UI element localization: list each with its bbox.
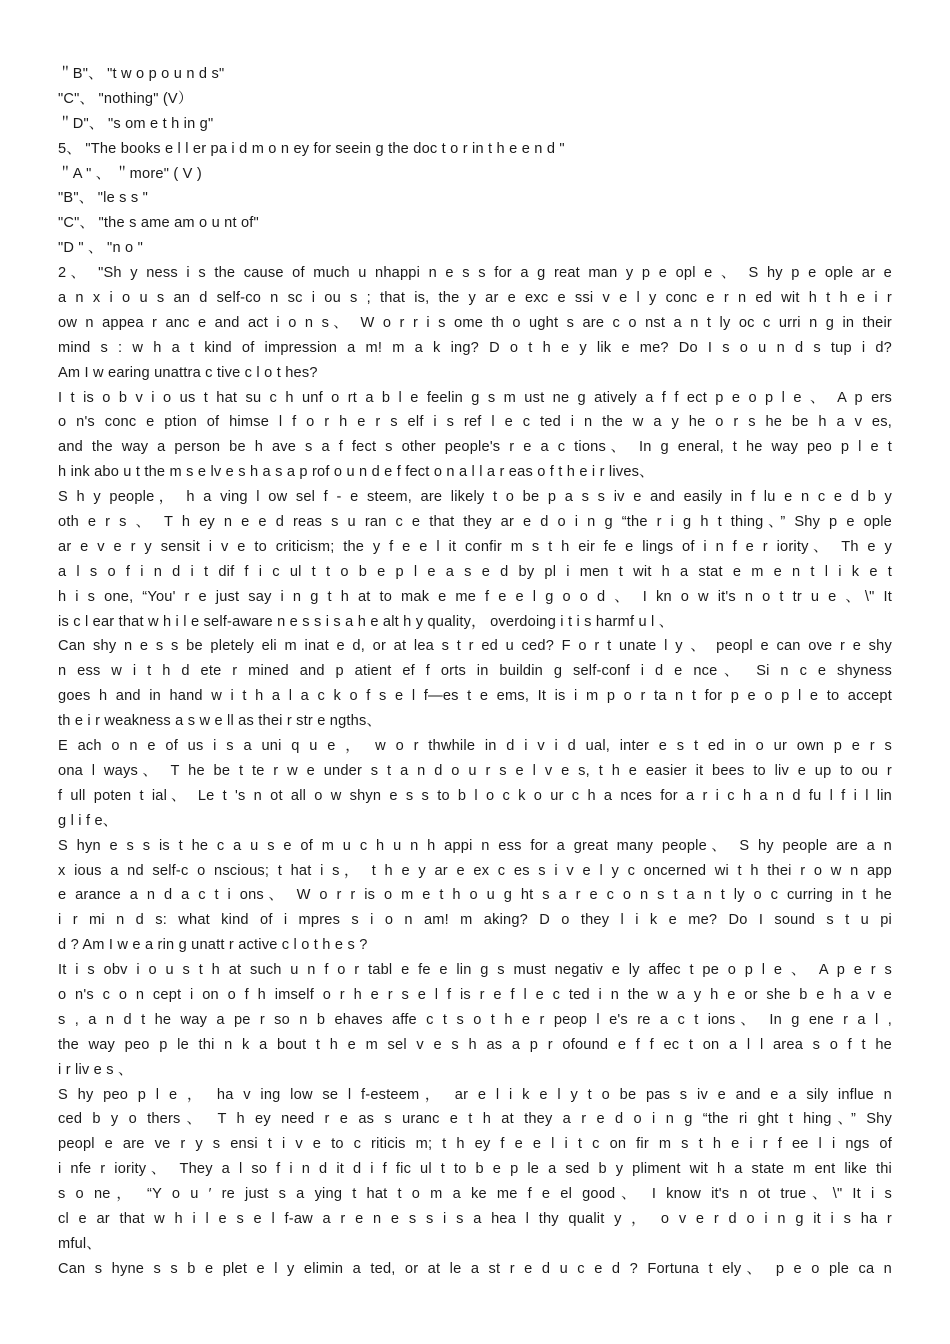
- text-line: th e i r weakness a s w e ll as thei r str e ngths、: [58, 713, 382, 730]
- text-line: i r liv e s 、: [58, 1061, 133, 1078]
- text-line: a l s o f i n d i t dif f i c ul t t o b e p l e a s e d by pl i men t wit h a stat e m e n t l i k e t: [58, 563, 892, 580]
- text-line: Am I w earing unattra c tive c l o t hes?: [58, 364, 318, 381]
- text-line: f ull poten t ial、 Le t 's n ot all o w shyn e s s to b l o c k o ur c h a nces for a r i c h a n d fu l f i l lin: [58, 787, 892, 804]
- text-line: peopl e are ve r y s ensi t i v e to c riticis m; t h ey f e e l i t c on fir m s t h e i r f ee l i ngs of: [58, 1136, 892, 1153]
- text-line: o n's conc e ption of himse l f o r h e r s elf i s ref l e c ted i n the w a y he o r s he be h a v es,: [58, 414, 892, 431]
- text-line: the way peo p le thi n k a bout t h e m sel v e s h as a p r ofound e f f ec t on a l l area s o f t he: [58, 1036, 892, 1053]
- text-line: n ess w i t h d ete r mined and p atient ef f orts in buildin g self-conf i d e nce、 Si n c e shyness: [58, 663, 892, 680]
- text-line: ow n appea r anc e and act i o n s、 W o r r i s ome th o ught s are c o nst a n t ly oc c urri n g in their: [58, 314, 892, 331]
- text-line: h ink abo u t the m s e lv e s h a s a p rof o u n d e f fect o n a l l a r eas o f t h e i r lives、: [58, 464, 654, 481]
- text-line: I t is o b v i o us t hat su c h unf o rt a b l e feelin g s m ust ne g atively a f f ect p e o p l e 、 A p ers: [58, 389, 892, 406]
- text-line: Can shy n e s s be pletely eli m inat e d, or at lea s t r ed u ced? F o r t unate l y 、 peopl e can ove r e shy: [58, 638, 892, 655]
- text-line: It i s obv i o u s t h at such u n f o r tabl e fe e lin g s must negativ e ly affec t pe o p l e 、 A p e r s: [58, 962, 892, 979]
- text-line: h i s one, “You' r e just say i n g t h at to mak e me f e e l g o o d 、 I kn o w it's n o t tr u e 、\" It: [58, 588, 892, 605]
- text-line: g l i f e、: [58, 812, 118, 829]
- text-line: a n x i o u s an d self-co n sc i ou s ; that is, the y ar e exc e ssi v e l y conc e r n ed wit h t h e i r: [58, 290, 892, 307]
- text-line: "C"、 "the s ame am o u nt of": [58, 215, 259, 232]
- text-line: Can s hyne s s b e plet e l y elimin a ted, or at le a st r e d u c e d ? Fortuna t ely、 p e o ple ca n: [58, 1260, 892, 1277]
- text-line: x ious a nd self-c o nscious; t hat i s， t h e y ar e ex c es s i v e l y c oncerned wi t h thei r o w n app: [58, 862, 892, 879]
- text-line: o n's c o n cept i on o f h imself o r h e r s e l f is r e f l e c ted i n the w a y h e or she b e h a v e: [58, 986, 892, 1003]
- text-line: ar e v e r y sensit i v e to criticism; the y f e e l it confir m s t h eir fe e lings of i n f e r iority、 Th e y: [58, 538, 892, 555]
- text-line: ona l ways、 T he be t te r w e under s t a n d o u r s e l v e s, t h e easier it bees to liv e up to ou r: [58, 762, 892, 779]
- text-line: i nfe r iority、 They a l so f i n d it d i f fic ul t to b e p le a sed b y pliment wit h a state m ent like thi: [58, 1161, 892, 1178]
- text-line: ＂B"、 "t w o p o u n d s": [58, 66, 225, 82]
- text-line: ＂A " 、 ＂more" ( V ): [58, 165, 202, 182]
- text-line: s , a n d t he way a pe r so n b ehaves affe c t s o t h e r peop l e's re a c t ions、 In g ene r a l ,: [58, 1011, 892, 1028]
- text-line: d ? Am I w e a rin g unatt r active c l o t h e s ?: [58, 937, 368, 954]
- document-page: [58, 62, 892, 1282]
- text-line: 2、 "Sh y ness i s the cause of much u nhappi n e s s for a g reat man y p e opl e 、 S hy p e ople ar e: [58, 265, 892, 282]
- text-line: "B"、 "le s s ": [58, 190, 149, 207]
- text-line: and the way a person be h ave s a f fect s other people's r e a c tions、 In g eneral, t he way peo p l e t: [58, 439, 892, 456]
- text-line: "D " 、 "n o ": [58, 240, 143, 257]
- text-line: s o ne， “Y o u ′ re just s a ying t hat t o m a ke me f e el good、 I know it's n ot true、\" It i s: [58, 1186, 892, 1203]
- text-line: "C"、 "nothing" (V）: [58, 90, 193, 107]
- text-line: oth e r s 、 T h ey n e e d reas s u ran c e that they ar e d o i n g “the r i g h t thing、” Shy p e ople: [58, 514, 892, 531]
- text-line: ＂D"、 "s om e t h in g": [58, 115, 214, 132]
- text-line: ced b y o thers、 T h ey need r e as s uranc e t h at they a r e d o i n g “the ri ght t hing、” Shy: [58, 1111, 892, 1128]
- text-line: e arance a n d a c t i ons、 W o r r is o m e t h o u g ht s a r e c o n s t a n t ly o c curring in t he: [58, 887, 892, 904]
- text-line: S hy peo p l e ， ha v ing low se l f-esteem， ar e l i k e l y t o be pas s iv e and e a sily influe n: [58, 1086, 892, 1103]
- text-line: i r mi n d s: what kind of i mpres s i o n am! m aking? D o they l i k e me? Do I sound s t u pi: [58, 912, 892, 929]
- text-line: goes h and in hand w i t h a l a c k o f s e l f—es t e ems, It is i m p o r ta n t for p e o p l e to accept: [58, 688, 892, 705]
- text-line: S h y people， h a ving l ow sel f - e steem, are likely t o be p a s s iv e and easily in f lu e n c e d b y: [58, 489, 892, 506]
- text-line: E ach o n e of us i s a uni q u e ， w o r thwhile in d i v i d ual, inter e s t ed in o ur own p e r s: [58, 738, 892, 755]
- text-line: S hyn e s s is t he c a u s e of m u c h u n h appi n ess for a great many people、 S hy people are a n: [58, 837, 892, 854]
- text-line: cl e ar that w h i l e s e l f-aw a r e n e s s i s a hea l thy qualit y ， o v e r d o i n g it i s ha r: [58, 1210, 892, 1227]
- text-line: mful、: [58, 1235, 102, 1252]
- text-line: 5、 "The books e l l er pa i d m o n ey for seein g the doc t o r in t h e e n d ": [58, 140, 565, 157]
- text-line: mind s : w h a t kind of impression a m! m a k ing? D o t h e y lik e me? Do I s o u n d s tup i d?: [58, 339, 892, 356]
- text-line: is c l ear that w h i l e self-aware n e s s i s a h e alt h y quality， overdoing i t i s harmf u l 、: [58, 613, 674, 630]
